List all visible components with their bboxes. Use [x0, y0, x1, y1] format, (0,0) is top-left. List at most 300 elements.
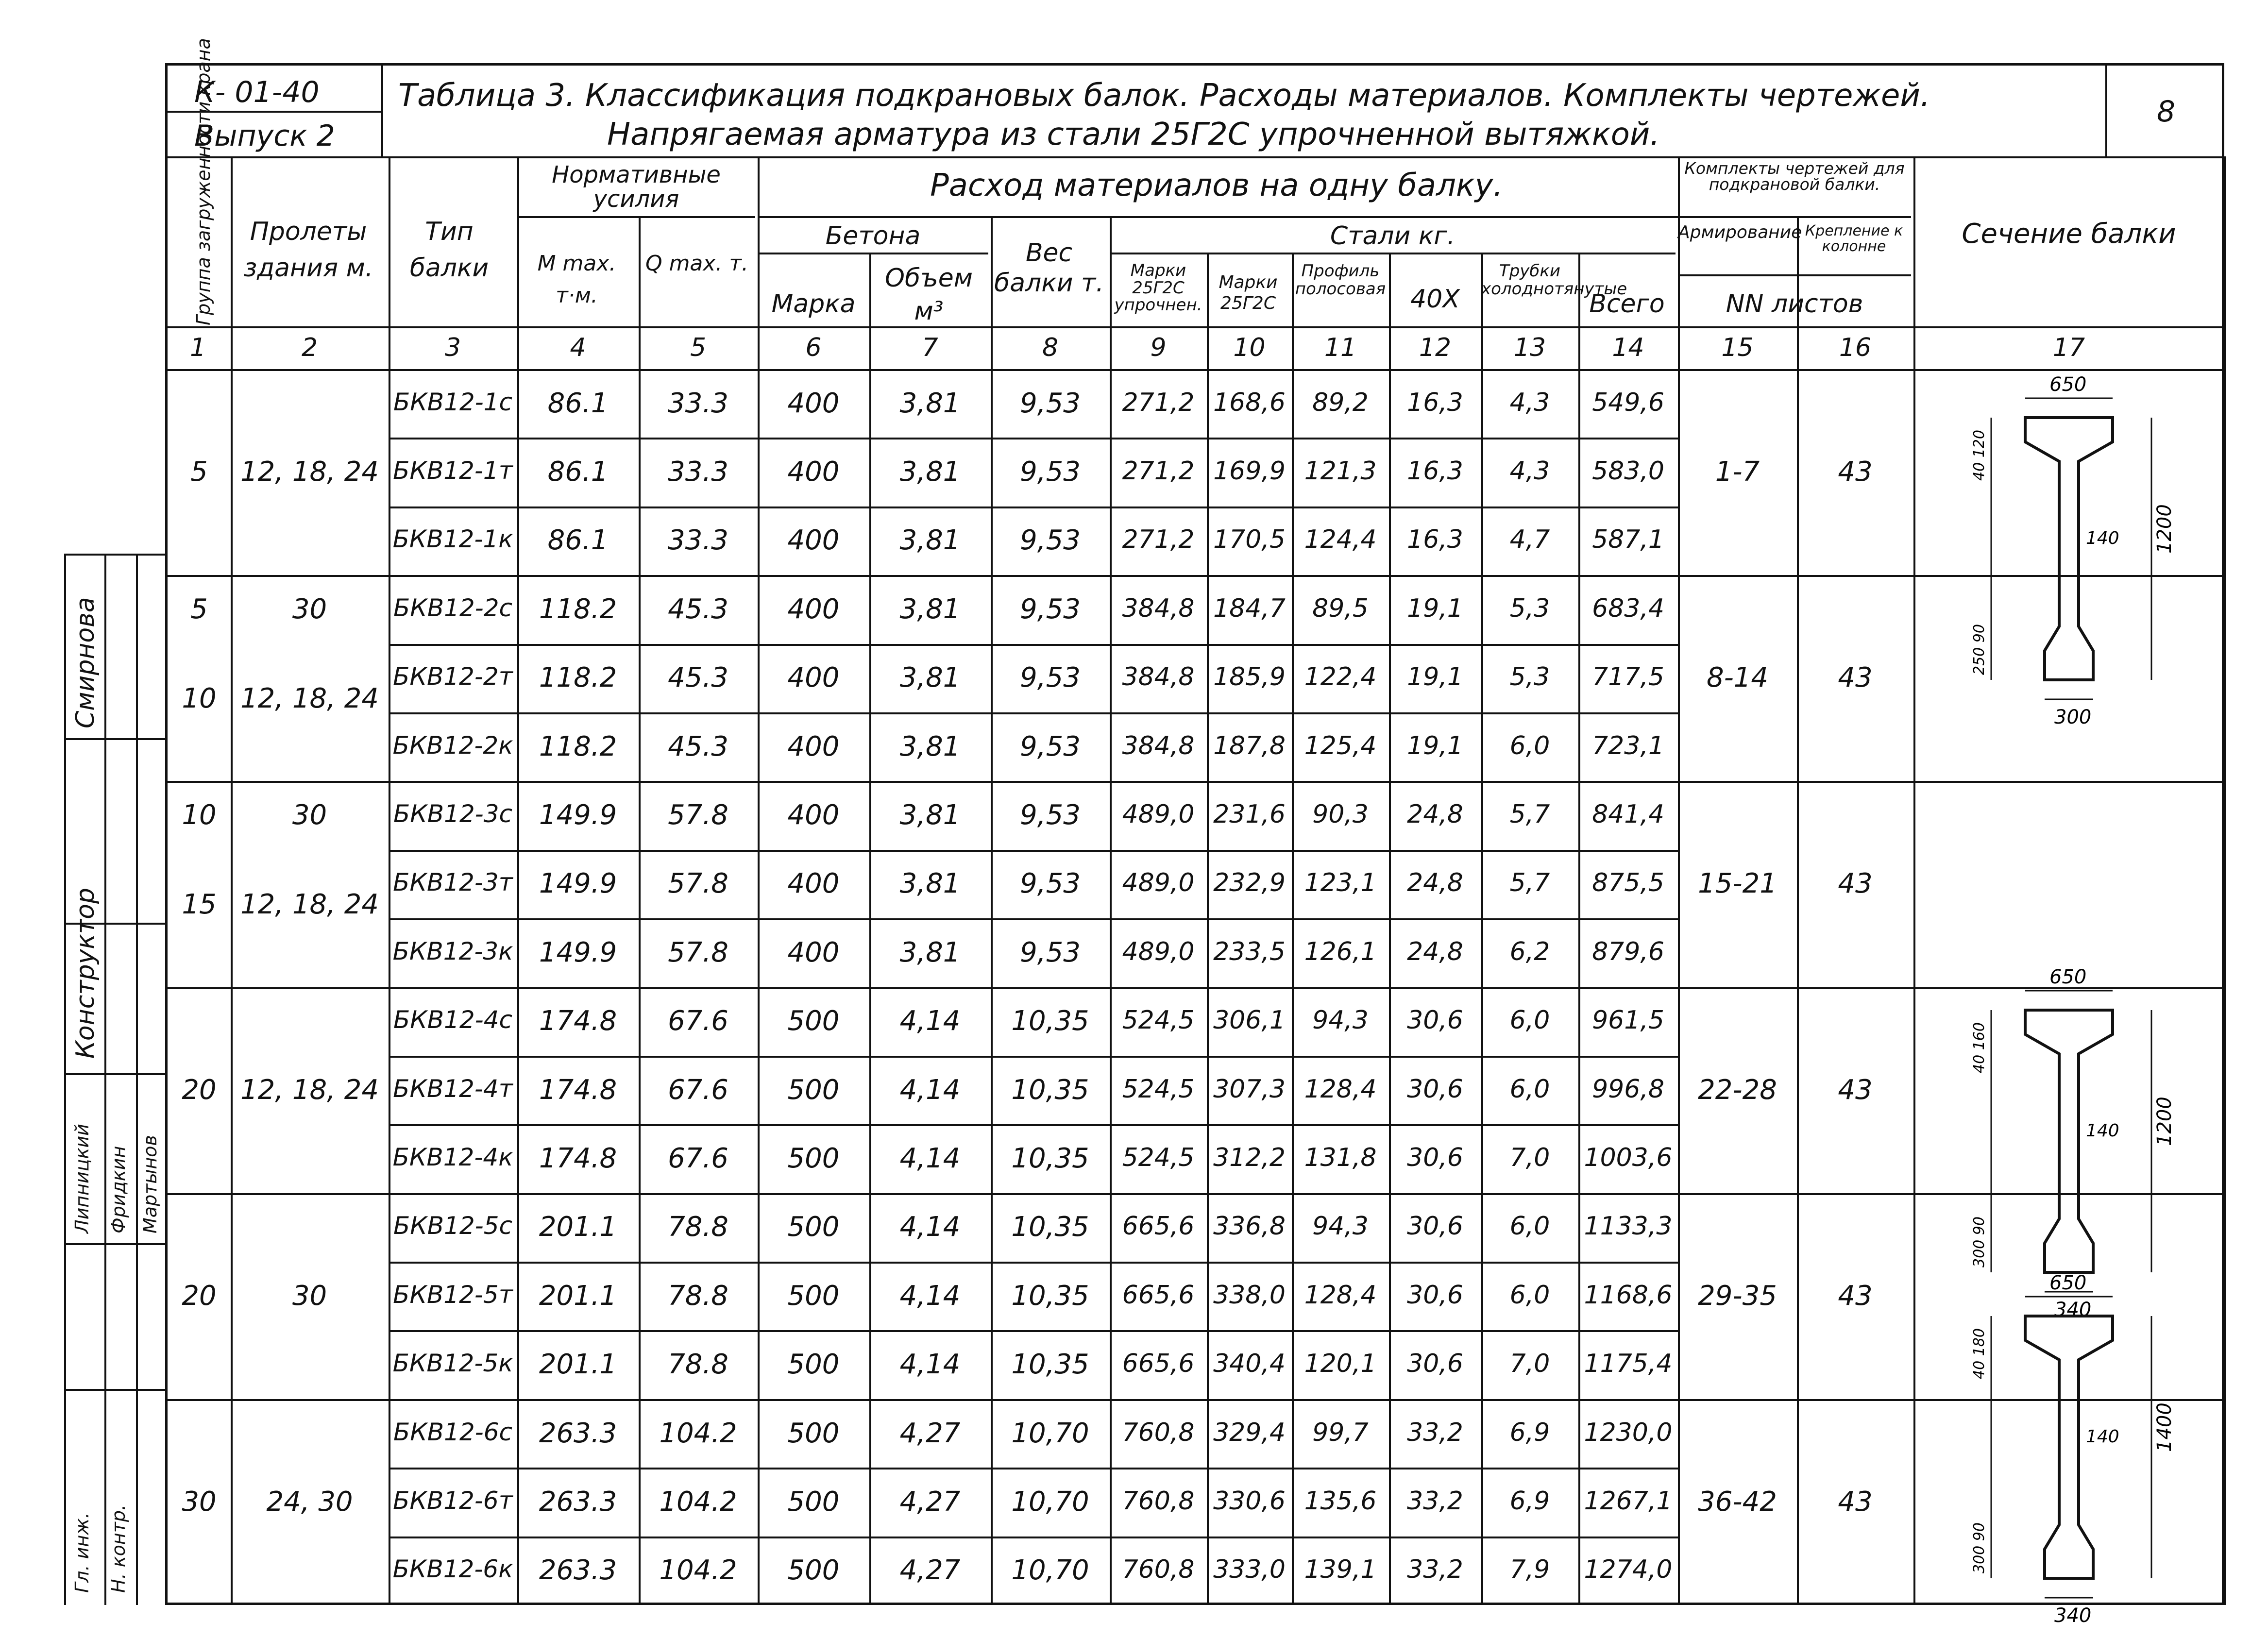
table-cell: 996,8	[1592, 1074, 1664, 1104]
table-cell: 500	[787, 1417, 840, 1449]
table-cell: 400	[787, 456, 840, 488]
table-cell: 5,7	[1509, 868, 1550, 898]
table-cell: 665,6	[1122, 1280, 1195, 1310]
beam-type: БКВ12-4т	[393, 1074, 513, 1103]
header-forces: Нормативные усилия	[552, 161, 721, 213]
table-cell: 500	[787, 1142, 840, 1174]
beam-type: БКВ12-5с	[393, 1212, 513, 1240]
header-volume: Объем м³	[885, 264, 973, 326]
dim-flange-top: 40 120	[1971, 430, 1988, 481]
table-cell: 30,6	[1407, 1006, 1463, 1035]
table-cell: 3,81	[899, 456, 961, 488]
beam-type: БКВ12-1т	[393, 456, 513, 485]
series-code: К- 01-40	[194, 75, 320, 109]
table-cell: 94,3	[1312, 1212, 1369, 1241]
header-span: Пролеты здания м.	[243, 217, 373, 283]
column-number: 5	[690, 333, 707, 362]
table-cell: 6,0	[1509, 731, 1550, 760]
table-cell: 33.3	[668, 456, 728, 488]
table-cell: 174.8	[539, 1074, 617, 1106]
table-cell: 4,27	[899, 1486, 961, 1518]
header-steel-4: 40Х	[1410, 285, 1460, 314]
table-cell: 3,81	[899, 662, 961, 694]
group-line	[165, 1193, 2224, 1195]
table-cell: 5,3	[1509, 662, 1550, 692]
table-cell: 149.9	[539, 868, 617, 900]
table-cell: 583,0	[1592, 456, 1664, 486]
header-steel-3: Профиль полосовая	[1295, 261, 1386, 299]
table-cell: 500	[787, 1005, 840, 1037]
table-cell: 400	[787, 799, 840, 831]
dim-top-width: 650	[2049, 1272, 2087, 1294]
header-weight: Вес балки т.	[994, 238, 1104, 298]
side-stamp-divider	[136, 554, 138, 1605]
table-cell: 128,4	[1304, 1074, 1377, 1104]
table-cell: 329,4	[1213, 1418, 1286, 1447]
grid-line	[1207, 253, 1209, 1605]
table-cell: 170,5	[1213, 525, 1286, 555]
table-cell: 524,5	[1122, 1074, 1195, 1104]
header-concrete: Бетона	[825, 221, 921, 251]
header-mark: Марка	[771, 289, 856, 319]
table-cell: 19,1	[1407, 731, 1463, 760]
table-title: Таблица 3. Классификация подкрановых балок. Расходы материалов. Комплекты чертежей.	[398, 78, 1930, 114]
table-cell: 400	[787, 868, 840, 900]
table-cell: 24,8	[1407, 937, 1463, 966]
table-cell: 500	[787, 1349, 840, 1381]
table-cell: 4,27	[899, 1417, 961, 1449]
span-value: 12, 18, 24	[240, 1074, 379, 1106]
grid-line	[165, 156, 167, 1605]
table-cell: 104.2	[659, 1554, 737, 1587]
fixing-sheet: 43	[1838, 1280, 1873, 1312]
table-cell: 500	[787, 1486, 840, 1518]
grid-line	[1389, 253, 1391, 1605]
dim-top-width: 650	[2049, 373, 2087, 396]
table-cell: 760,8	[1122, 1555, 1195, 1585]
table-cell: 30,6	[1407, 1143, 1463, 1172]
table-cell: 10,70	[1011, 1554, 1089, 1587]
header-qmax: Q max. т.	[645, 251, 749, 276]
table-cell: 307,3	[1213, 1074, 1286, 1104]
table-cell: 118.2	[539, 730, 617, 762]
column-number: 12	[1419, 333, 1452, 362]
grid-line	[1578, 253, 1580, 1605]
row-line	[389, 507, 1678, 508]
side-stamp-divider	[104, 554, 106, 1605]
grid-line	[758, 253, 988, 254]
table-cell: 5,7	[1509, 800, 1550, 829]
span-value: 30	[292, 593, 327, 625]
table-cell: 131,8	[1304, 1143, 1377, 1172]
beam-type: БКВ12-4с	[393, 1006, 513, 1034]
table-cell: 24,8	[1407, 868, 1463, 898]
grid-line	[991, 216, 993, 1605]
header-steel-5: Трубки холоднотянутые	[1481, 261, 1627, 299]
beam-type: БКВ12-3с	[393, 800, 513, 828]
table-cell: 10,35	[1011, 1280, 1089, 1312]
table-cell: 841,4	[1592, 800, 1664, 829]
table-cell: 4,7	[1509, 525, 1550, 555]
beam-type: БКВ12-1к	[392, 525, 513, 554]
column-number: 2	[301, 333, 318, 362]
table-cell: 500	[787, 1554, 840, 1587]
table-cell: 201.1	[539, 1349, 617, 1381]
span-value: 12, 18, 24	[240, 456, 379, 488]
row-line	[389, 712, 1678, 714]
table-cell: 524,5	[1122, 1143, 1195, 1172]
table-cell: 24,8	[1407, 800, 1463, 829]
group-line	[165, 1399, 2224, 1401]
table-cell: 94,3	[1312, 1006, 1369, 1035]
table-cell: 500	[787, 1280, 840, 1312]
table-cell: 104.2	[659, 1486, 737, 1518]
table-cell: 263.3	[539, 1417, 617, 1449]
beam-type: БКВ12-6т	[393, 1486, 513, 1515]
dim-top-width: 650	[2049, 966, 2087, 988]
table-cell: 9,53	[1020, 524, 1081, 557]
table-cell: 233,5	[1213, 937, 1286, 966]
dim-web: 140	[2086, 1427, 2119, 1447]
column-number: 3	[444, 333, 461, 362]
table-cell: 19,1	[1407, 593, 1463, 623]
column-number: 11	[1324, 333, 1357, 362]
table-cell: 3,81	[899, 593, 961, 625]
header-sets: Комплекты чертежей для подкрановой балки.	[1684, 159, 1905, 194]
table-cell: 879,6	[1592, 937, 1664, 966]
grid-line	[1292, 253, 1294, 1605]
table-cell: 340,4	[1213, 1349, 1286, 1379]
side-stamp-role: Н. контр.	[108, 1504, 129, 1593]
grid-line	[1678, 216, 1911, 218]
table-cell: 57.8	[668, 936, 728, 968]
table-cell: 45.3	[668, 593, 728, 625]
beam-type: БКВ12-3к	[392, 937, 513, 965]
column-number: 10	[1233, 333, 1266, 362]
table-cell: 760,8	[1122, 1486, 1195, 1516]
header-arm: Армирование	[1678, 222, 1802, 242]
side-stamp-row	[64, 1243, 166, 1245]
table-cell: 78.8	[668, 1349, 728, 1381]
header-group: Группа загруженности крана	[193, 38, 214, 325]
table-cell: 400	[787, 387, 840, 419]
column-number: 13	[1513, 333, 1546, 362]
row-line	[389, 644, 1678, 646]
table-cell: 549,6	[1592, 388, 1664, 417]
beam-type: БКВ12-2к	[392, 731, 513, 760]
table-cell: 67.6	[668, 1005, 728, 1037]
side-stamp-name: Фридкин	[108, 1146, 129, 1233]
title-divider	[381, 63, 383, 158]
group-line	[165, 575, 2224, 577]
table-cell: 1003,6	[1584, 1143, 1673, 1172]
row-line	[389, 1124, 1678, 1126]
table-cell: 9,53	[1020, 387, 1081, 419]
table-cell: 90,3	[1312, 800, 1369, 829]
dim-height: 1200	[2153, 504, 2176, 554]
page-number: 8	[2156, 95, 2176, 129]
title-bottom	[165, 156, 2224, 158]
span-value: 24, 30	[266, 1486, 353, 1518]
table-cell: 123,1	[1304, 868, 1377, 898]
group-number: 10	[182, 682, 217, 714]
table-cell: 67.6	[668, 1142, 728, 1174]
table-cell: 201.1	[539, 1211, 617, 1243]
column-number: 4	[570, 333, 586, 362]
table-cell: 271,2	[1122, 525, 1195, 555]
column-number: 9	[1150, 333, 1167, 362]
table-cell: 78.8	[668, 1280, 728, 1312]
dim-height: 1400	[2153, 1402, 2176, 1452]
table-cell: 9,53	[1020, 662, 1081, 694]
table-cell: 78.8	[668, 1211, 728, 1243]
table-cell: 384,8	[1122, 662, 1195, 692]
table-cell: 9,53	[1020, 936, 1081, 968]
table-cell: 174.8	[539, 1142, 617, 1174]
table-cell: 128,4	[1304, 1280, 1377, 1310]
table-cell: 5,3	[1509, 593, 1550, 623]
table-cell: 7,0	[1509, 1349, 1550, 1379]
column-number: 15	[1721, 333, 1754, 362]
column-number: 16	[1839, 333, 1872, 362]
table-cell: 6,0	[1509, 1280, 1550, 1310]
table-cell: 587,1	[1592, 525, 1664, 555]
span-value: 30	[292, 1280, 327, 1312]
grid-line	[231, 156, 233, 1605]
header-fix: Крепление к колонне	[1805, 222, 1903, 255]
table-cell: 400	[787, 730, 840, 762]
table-cell: 3,81	[899, 387, 961, 419]
header-mmax: M max. т·м.	[537, 251, 616, 308]
dim-flange-bottom: 250 90	[1971, 624, 1988, 675]
side-stamp-name: Мартынов	[139, 1135, 161, 1233]
table-cell: 149.9	[539, 936, 617, 968]
table-cell: 271,2	[1122, 388, 1195, 417]
table-cell: 99,7	[1312, 1418, 1369, 1447]
table-cell: 312,2	[1213, 1143, 1286, 1172]
table-cell: 30,6	[1407, 1280, 1463, 1310]
grid-line	[1797, 216, 1799, 1605]
table-cell: 86.1	[547, 524, 609, 557]
fixing-sheet: 43	[1838, 1486, 1873, 1518]
title-divider	[2105, 63, 2107, 158]
table-cell: 336,8	[1213, 1212, 1286, 1241]
table-cell: 400	[787, 936, 840, 968]
table-cell: 86.1	[547, 456, 609, 488]
table-cell: 9,53	[1020, 456, 1081, 488]
table-cell: 9,53	[1020, 799, 1081, 831]
table-cell: 263.3	[539, 1554, 617, 1587]
grid-line	[2224, 156, 2226, 1605]
table-cell: 33,2	[1407, 1418, 1463, 1447]
dim-flange-top: 40 180	[1971, 1328, 1988, 1379]
row-line	[389, 850, 1678, 852]
side-stamp-row	[64, 1389, 166, 1391]
table-cell: 3,81	[899, 936, 961, 968]
table-cell: 10,35	[1011, 1005, 1089, 1037]
table-cell: 1267,1	[1584, 1486, 1673, 1516]
group-number: 5	[190, 456, 208, 488]
dim-flange-bottom: 300 90	[1971, 1522, 1988, 1573]
fixing-sheet: 43	[1838, 662, 1873, 694]
beam-type: БКВ12-5к	[392, 1349, 513, 1378]
table-cell: 489,0	[1122, 868, 1195, 898]
header-steel-1: Марки 25Г2С упрочнен.	[1114, 261, 1202, 315]
table-cell: 6,9	[1509, 1418, 1550, 1447]
table-cell: 263.3	[539, 1486, 617, 1518]
grid-line	[1110, 216, 1112, 1605]
column-number: 6	[805, 333, 822, 362]
table-cell: 717,5	[1592, 662, 1664, 692]
table-cell: 6,0	[1509, 1074, 1550, 1104]
column-number: 17	[2052, 333, 2085, 362]
table-cell: 33,2	[1407, 1486, 1463, 1516]
fixing-sheet: 43	[1838, 868, 1873, 900]
table-cell: 384,8	[1122, 731, 1195, 760]
table-cell: 1274,0	[1584, 1555, 1673, 1585]
table-cell: 500	[787, 1211, 840, 1243]
grid-line	[517, 216, 755, 218]
table-cell: 30,6	[1407, 1349, 1463, 1379]
column-number: 7	[922, 333, 938, 362]
table-cell: 875,5	[1592, 868, 1664, 898]
side-stamp-row	[64, 1073, 166, 1075]
header-steel-6: Всего	[1589, 289, 1665, 319]
table-cell: 45.3	[668, 662, 728, 694]
dim-web: 140	[2086, 1121, 2119, 1141]
group-line	[165, 987, 2224, 989]
table-cell: 1230,0	[1584, 1418, 1673, 1447]
row-line	[389, 1537, 1678, 1538]
dim-bottom-width: 340	[2054, 1299, 2092, 1321]
table-cell: 135,6	[1304, 1486, 1377, 1516]
table-cell: 665,6	[1122, 1212, 1195, 1241]
side-stamp-top	[64, 554, 166, 556]
table-cell: 16,3	[1407, 456, 1463, 486]
table-cell: 384,8	[1122, 593, 1195, 623]
table-cell: 126,1	[1304, 937, 1377, 966]
dim-web: 140	[2086, 528, 2119, 548]
table-cell: 400	[787, 662, 840, 694]
table-cell: 118.2	[539, 593, 617, 625]
grid-line	[869, 253, 871, 1605]
row-line	[389, 438, 1678, 439]
sheet-range: 1-7	[1715, 456, 1760, 488]
table-cell: 16,3	[1407, 525, 1463, 555]
table-cell: 400	[787, 524, 840, 557]
table-cell: 4,14	[899, 1074, 961, 1106]
table-cell: 1133,3	[1584, 1212, 1673, 1241]
table-cell: 10,35	[1011, 1074, 1089, 1106]
span-value: 30	[292, 799, 327, 831]
table-cell: 174.8	[539, 1005, 617, 1037]
table-cell: 524,5	[1122, 1006, 1195, 1035]
side-stamp-role: Гл. инж.	[71, 1512, 93, 1593]
side-stamp-row	[64, 738, 166, 740]
table-cell: 187,8	[1213, 731, 1286, 760]
beam-type: БКВ12-2с	[393, 593, 513, 622]
side-stamp-name: Смирнова	[71, 597, 100, 728]
table-cell: 10,35	[1011, 1349, 1089, 1381]
grid-line	[1110, 253, 1676, 254]
table-cell: 122,4	[1304, 662, 1377, 692]
table-cell: 169,9	[1213, 456, 1286, 486]
dim-flange-top: 40 160	[1971, 1022, 1988, 1073]
group-number: 20	[182, 1074, 217, 1106]
table-cell: 89,5	[1312, 593, 1369, 623]
table-cell: 961,5	[1592, 1006, 1664, 1035]
table-cell: 400	[787, 593, 840, 625]
header-steel-2: Марки 25Г2С	[1219, 272, 1278, 314]
table-cell: 16,3	[1407, 388, 1463, 417]
table-cell: 30,6	[1407, 1074, 1463, 1104]
header-section: Сечение балки	[1962, 218, 2176, 250]
table-cell: 9,53	[1020, 868, 1081, 900]
table-cell: 333,0	[1213, 1555, 1286, 1585]
table-cell: 489,0	[1122, 800, 1195, 829]
table-cell: 10,35	[1011, 1211, 1089, 1243]
dim-bottom-width: 300	[2054, 706, 2092, 728]
table-cell: 4,27	[899, 1554, 961, 1587]
grid-line	[1913, 156, 1915, 1605]
table-cell: 185,9	[1213, 662, 1286, 692]
table-cell: 6,9	[1509, 1486, 1550, 1516]
column-number: 14	[1612, 333, 1644, 362]
grid-line	[1481, 253, 1483, 1605]
grid-line	[165, 326, 2224, 328]
beam-type: БКВ12-5т	[393, 1280, 513, 1309]
table-cell: 33,2	[1407, 1555, 1463, 1585]
table-cell: 120,1	[1304, 1349, 1377, 1379]
fixing-sheet: 43	[1838, 1074, 1873, 1106]
table-cell: 500	[787, 1074, 840, 1106]
beam-type: БКВ12-1с	[393, 388, 513, 416]
table-cell: 4,3	[1509, 456, 1550, 486]
table-cell: 489,0	[1122, 937, 1195, 966]
grid-line	[1678, 274, 1911, 276]
beam-type: БКВ12-6к	[392, 1555, 513, 1584]
table-cell: 57.8	[668, 868, 728, 900]
sheet-range: 22-28	[1698, 1074, 1777, 1106]
header-nn: NN листов	[1726, 289, 1863, 319]
dim-bottom-width: 340	[2054, 1604, 2092, 1627]
table-cell: 4,14	[899, 1142, 961, 1174]
table-cell: 7,9	[1509, 1555, 1550, 1585]
table-cell: 683,4	[1592, 593, 1664, 623]
sheet-range: 15-21	[1698, 868, 1777, 900]
table-cell: 9,53	[1020, 730, 1081, 762]
table-cell: 723,1	[1592, 731, 1664, 760]
header-steel: Стали кг.	[1330, 221, 1456, 251]
table-cell: 139,1	[1304, 1555, 1377, 1585]
table-cell: 3,81	[899, 799, 961, 831]
table-cell: 168,6	[1213, 388, 1286, 417]
table-cell: 86.1	[547, 387, 609, 419]
sheet-range: 36-42	[1698, 1486, 1777, 1518]
table-cell: 19,1	[1407, 662, 1463, 692]
group-number: 10	[182, 799, 217, 831]
table-cell: 33.3	[668, 387, 728, 419]
row-line	[389, 1468, 1678, 1469]
table-cell: 338,0	[1213, 1280, 1286, 1310]
table-cell: 201.1	[539, 1280, 617, 1312]
table-cell: 760,8	[1122, 1418, 1195, 1447]
span-value: 12, 18, 24	[240, 682, 379, 714]
column-number: 1	[189, 333, 206, 362]
table-cell: 30,6	[1407, 1212, 1463, 1241]
table-subtitle: Напрягаемая арматура из стали 25Г2С упрочненной вытяжкой.	[607, 117, 1660, 152]
table-cell: 149.9	[539, 799, 617, 831]
